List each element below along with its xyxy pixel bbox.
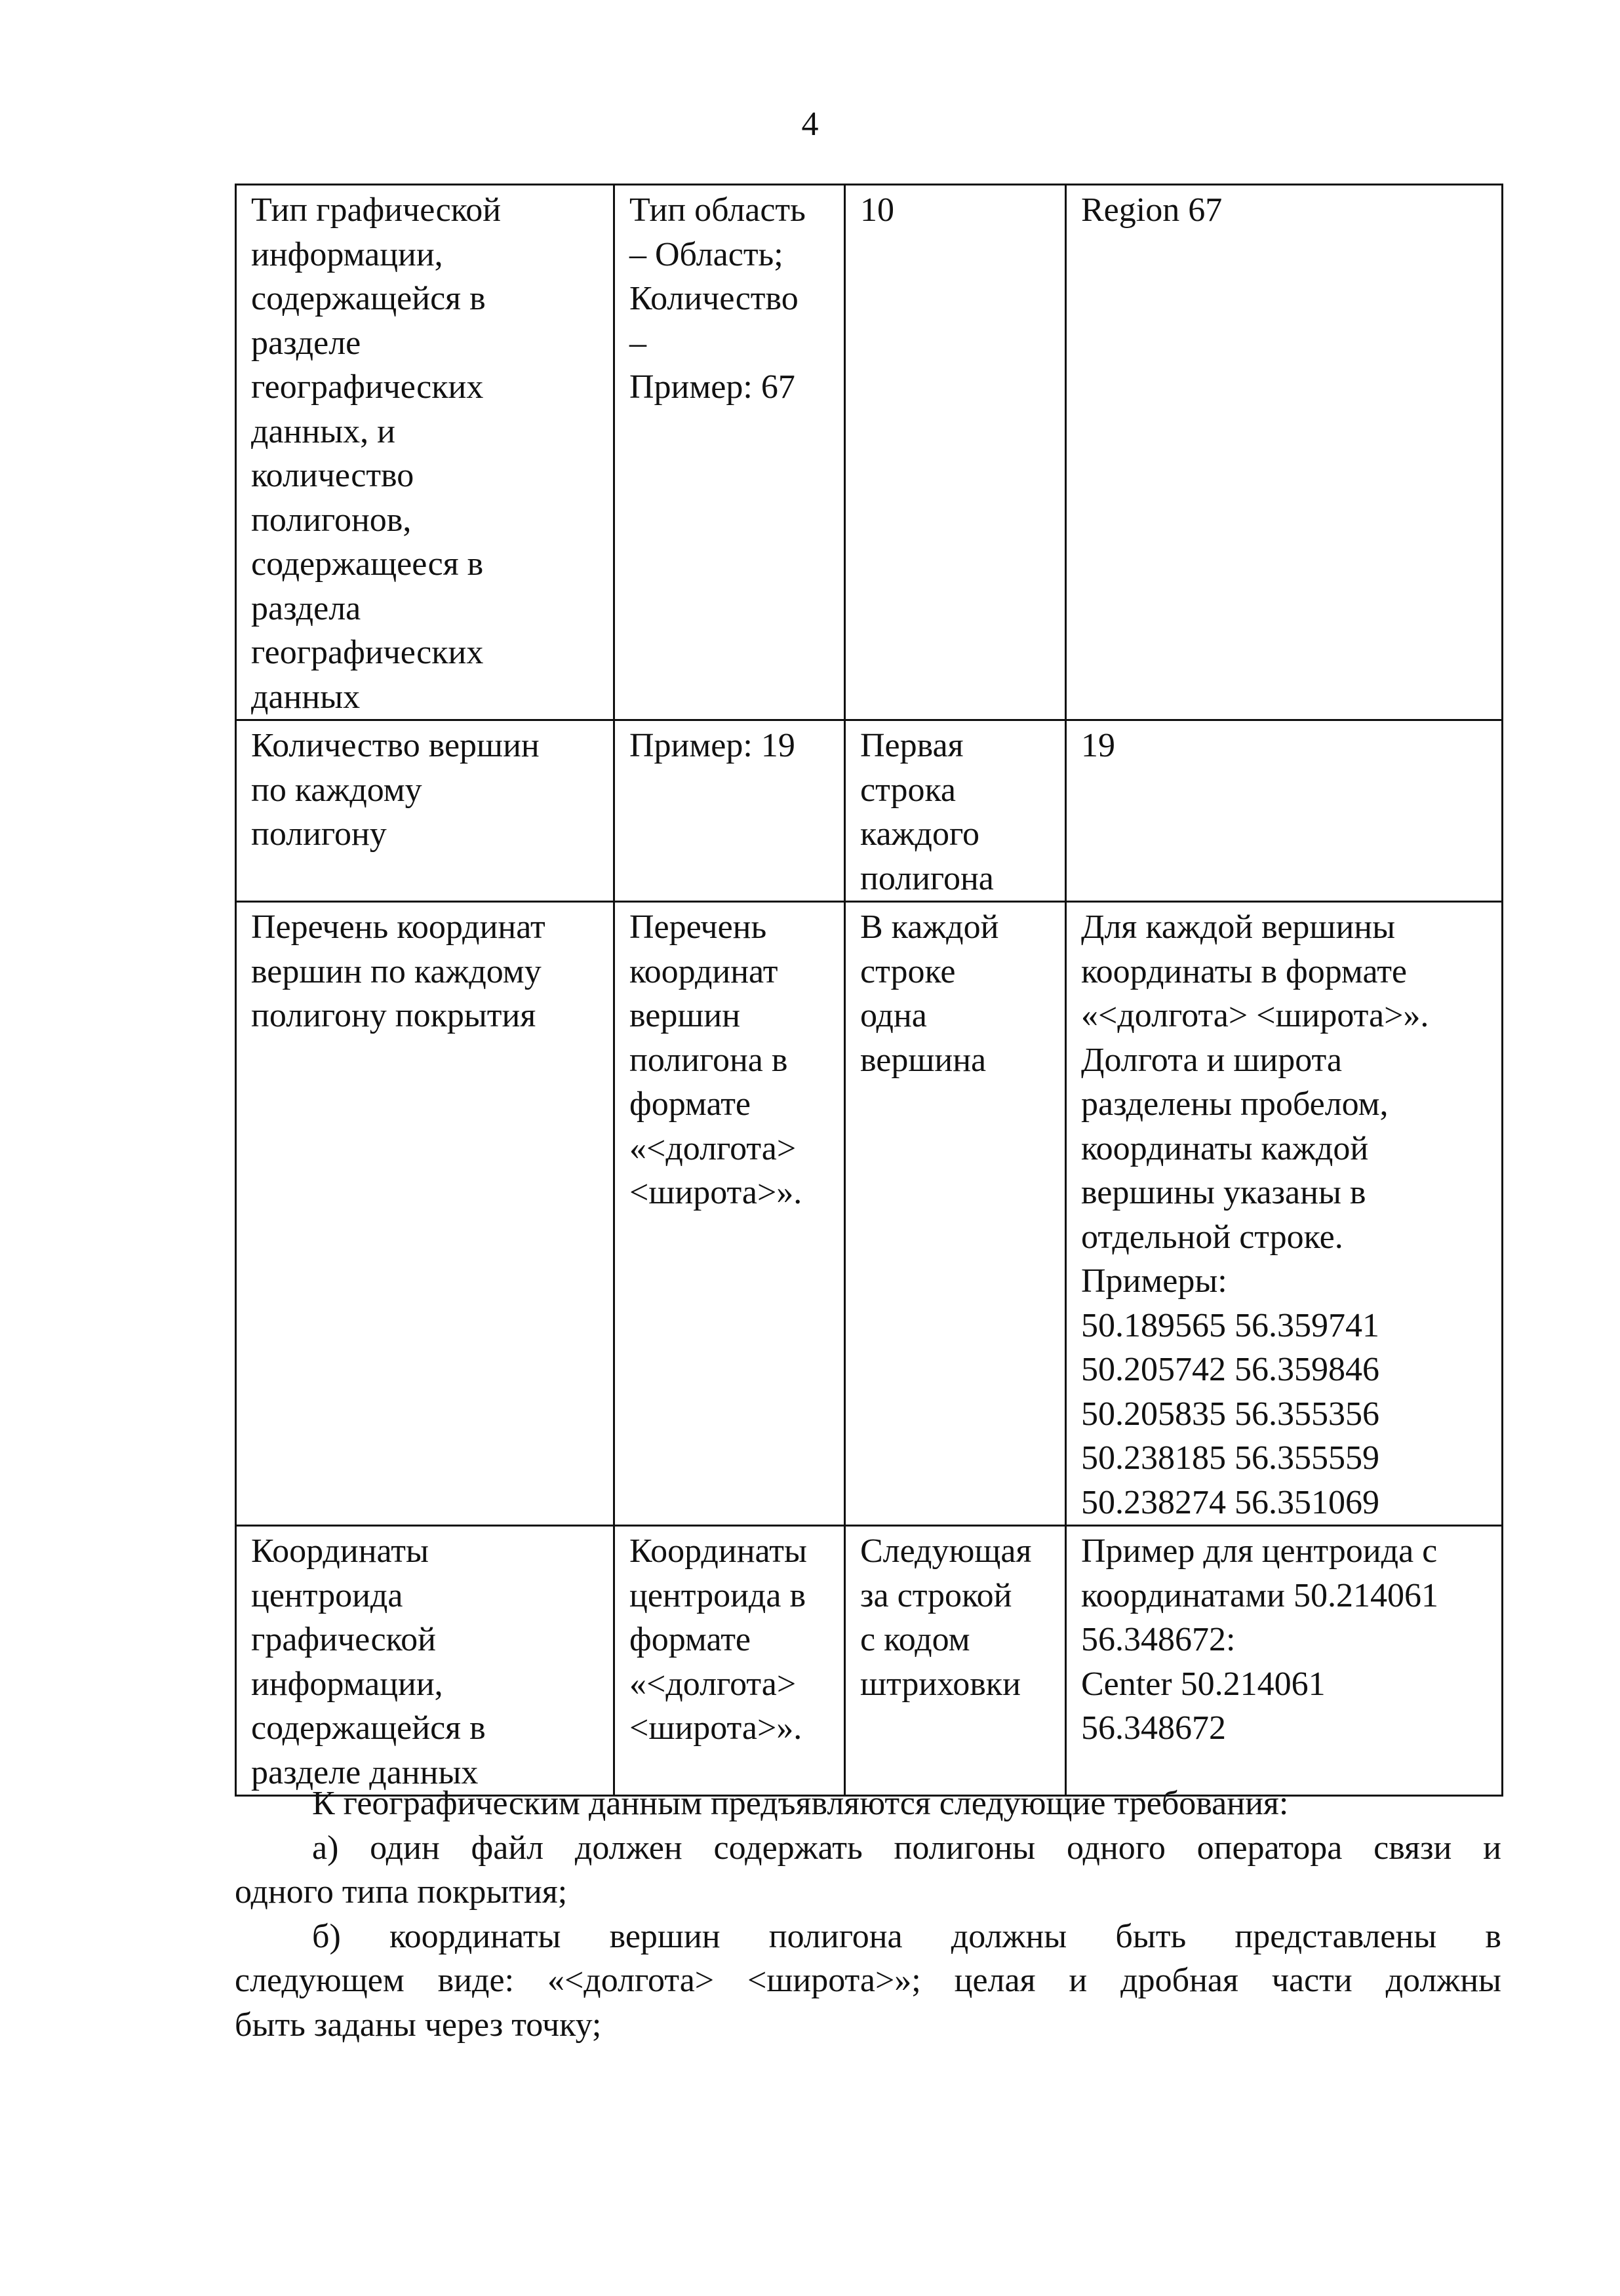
table-cell bbox=[1066, 185, 1503, 720]
requirement-a-line-1: а) один файл должен содержать полигоны одного оператора связи и bbox=[312, 1829, 1501, 1867]
cell-text-line: «<долгота> bbox=[629, 1665, 797, 1703]
table-cell bbox=[236, 720, 614, 902]
cell-text-line: по каждому bbox=[251, 771, 422, 809]
requirements-intro: К географическим данным предъявляются следующие требования: bbox=[312, 1785, 1289, 1822]
cell-text-line: Region 67 bbox=[1081, 191, 1223, 229]
cell-text-line: полигону покрытия bbox=[251, 997, 536, 1034]
cell-text-line: Количество вершин bbox=[251, 727, 540, 764]
cell-text-line: вершины указаны в bbox=[1081, 1174, 1366, 1211]
cell-text-line: Center 50.214061 bbox=[1081, 1665, 1326, 1703]
table-row bbox=[236, 720, 1503, 902]
cell-text-line: полигону bbox=[251, 815, 387, 853]
table-cell bbox=[845, 1526, 1066, 1796]
cell-text-line: Перечень координат bbox=[251, 908, 545, 946]
cell-text-line: Тип графической bbox=[251, 191, 502, 229]
cell-text-line: Пример: 67 bbox=[629, 368, 795, 406]
cell-text-line: строка bbox=[860, 771, 956, 809]
cell-text-line: Координаты bbox=[629, 1532, 807, 1570]
cell-text-line: координатами 50.214061 bbox=[1081, 1576, 1438, 1614]
requirement-b-line-2: следующем виде: «<долгота> <широта>»; целая и дробная части должны bbox=[235, 1962, 1501, 1999]
cell-text-line: центроида в bbox=[629, 1576, 806, 1614]
cell-text-line: содержащейся в bbox=[251, 1709, 486, 1747]
table-cell bbox=[845, 902, 1066, 1526]
cell-text-line: 19 bbox=[1081, 727, 1115, 764]
cell-text-line: – Область; bbox=[629, 235, 783, 273]
table-cell bbox=[845, 720, 1066, 902]
cell-text-line: координаты каждой bbox=[1081, 1129, 1369, 1167]
cell-text-line: «<долгота> <широта>». bbox=[1081, 997, 1429, 1034]
cell-text-line: отдельной строке. bbox=[1081, 1218, 1343, 1256]
table-cell bbox=[1066, 902, 1503, 1526]
cell-text-line: Первая bbox=[860, 727, 964, 764]
cell-text-line: – bbox=[629, 324, 646, 362]
cell-text-line: географических bbox=[251, 368, 484, 406]
geo-data-format-table bbox=[235, 184, 1503, 1797]
cell-text-line: Примеры: bbox=[1081, 1262, 1227, 1300]
table-row bbox=[236, 902, 1503, 1526]
table-cell bbox=[614, 720, 845, 902]
cell-text-line: Количество bbox=[629, 280, 799, 317]
cell-text-line: Следующая bbox=[860, 1532, 1032, 1570]
cell-text-line: вершина bbox=[860, 1041, 987, 1079]
table-cell bbox=[614, 1526, 845, 1796]
cell-text-line: информации, bbox=[251, 1665, 443, 1703]
table-cell bbox=[1066, 1526, 1503, 1796]
page-number: 4 bbox=[801, 106, 819, 143]
cell-text-line: разделе данных bbox=[251, 1753, 479, 1791]
cell-text-line: каждого bbox=[860, 815, 979, 853]
cell-text-line: раздела bbox=[251, 589, 361, 627]
cell-text-line: за строкой bbox=[860, 1576, 1012, 1614]
cell-text-line: полигонов, bbox=[251, 501, 412, 539]
table-row bbox=[236, 1526, 1503, 1796]
cell-text-line: вершин по каждому bbox=[251, 952, 542, 990]
requirement-a-line-2: одного типа покрытия; bbox=[235, 1873, 568, 1911]
cell-text-line: формате bbox=[629, 1085, 751, 1123]
cell-text-line: Долгота и широта bbox=[1081, 1041, 1342, 1079]
cell-text-line: штриховки bbox=[860, 1665, 1021, 1703]
cell-text-line: количество bbox=[251, 457, 414, 494]
cell-text-line: <широта>». bbox=[629, 1709, 802, 1747]
cell-text-line: Тип область bbox=[629, 191, 806, 229]
cell-text-line: содержащееся в bbox=[251, 545, 484, 583]
table-cell bbox=[614, 185, 845, 720]
requirement-b-line-1: б) координаты вершин полигона должны быть представлены в bbox=[312, 1917, 1501, 1955]
table-cell bbox=[236, 1526, 614, 1796]
cell-text-line: полигона в bbox=[629, 1041, 788, 1079]
cell-text-line: 50.205742 56.359846 bbox=[1081, 1351, 1379, 1388]
table-row bbox=[236, 185, 1503, 720]
cell-text-line: графической bbox=[251, 1621, 436, 1658]
cell-text-line: данных bbox=[251, 678, 361, 716]
cell-text-line: Пример для центроида с bbox=[1081, 1532, 1438, 1570]
cell-text-line: Для каждой вершины bbox=[1081, 908, 1396, 946]
cell-text-line: информации, bbox=[251, 235, 443, 273]
table-cell bbox=[236, 185, 614, 720]
cell-text-line: разделены пробелом, bbox=[1081, 1085, 1389, 1123]
cell-text-line: центроида bbox=[251, 1576, 403, 1614]
cell-text-line: 50.238185 56.355559 bbox=[1081, 1439, 1379, 1477]
cell-text-line: координат bbox=[629, 952, 778, 990]
cell-text-line: вершин bbox=[629, 997, 741, 1034]
cell-text-line: 56.348672: bbox=[1081, 1621, 1236, 1658]
cell-text-line: <широта>». bbox=[629, 1174, 802, 1211]
cell-text-line: содержащейся в bbox=[251, 280, 486, 317]
cell-text-line: Пример: 19 bbox=[629, 727, 795, 764]
table-cell bbox=[236, 902, 614, 1526]
cell-text-line: формате bbox=[629, 1621, 751, 1658]
cell-text-line: В каждой bbox=[860, 908, 999, 946]
cell-text-line: координаты в формате bbox=[1081, 952, 1407, 990]
cell-text-line: разделе bbox=[251, 324, 361, 362]
cell-text-line: данных, и bbox=[251, 412, 395, 450]
requirement-b-line-3: быть заданы через точку; bbox=[235, 2006, 602, 2044]
table-cell bbox=[845, 185, 1066, 720]
cell-text-line: 10 bbox=[860, 191, 894, 229]
table-cell bbox=[1066, 720, 1503, 902]
cell-text-line: географических bbox=[251, 634, 484, 671]
cell-text-line: 50.189565 56.359741 bbox=[1081, 1306, 1379, 1344]
cell-text-line: строке bbox=[860, 952, 956, 990]
cell-text-line: «<долгота> bbox=[629, 1129, 797, 1167]
cell-text-line: 50.205835 56.355356 bbox=[1081, 1395, 1379, 1433]
cell-text-line: полигона bbox=[860, 859, 994, 897]
cell-text-line: одна bbox=[860, 997, 927, 1034]
cell-text-line: Координаты bbox=[251, 1532, 429, 1570]
cell-text-line: Перечень bbox=[629, 908, 767, 946]
table-body bbox=[236, 185, 1503, 1796]
cell-text-line: с кодом bbox=[860, 1621, 970, 1658]
table-cell bbox=[614, 902, 845, 1526]
cell-text-line: 50.238274 56.351069 bbox=[1081, 1483, 1379, 1521]
cell-text-line: 56.348672 bbox=[1081, 1709, 1226, 1747]
requirements-section bbox=[235, 1781, 1501, 2047]
